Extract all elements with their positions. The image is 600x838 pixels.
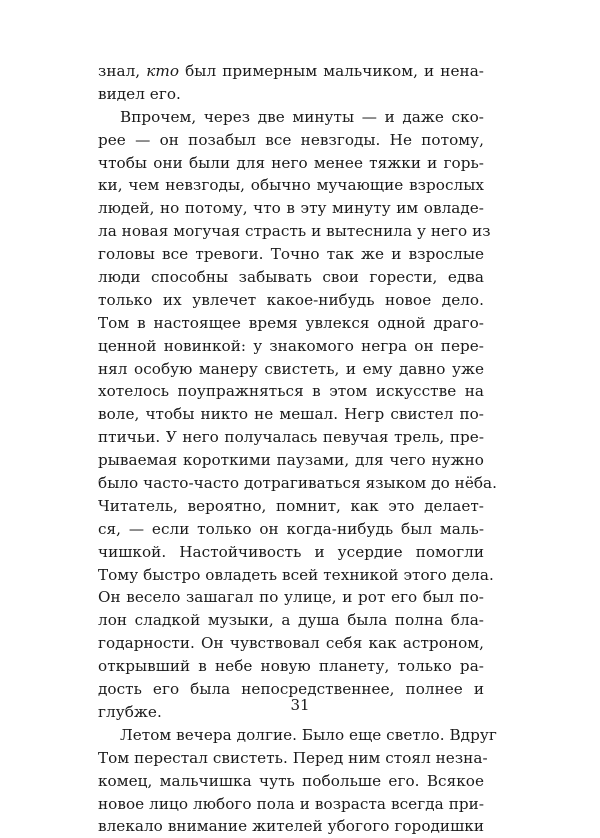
text-segment: влекало внимание жителей убогого городишки — [98, 817, 484, 836]
text-segment: Том в настоящее время увлекся одной драго- — [98, 313, 484, 332]
text-line — [98, 174, 484, 197]
text-segment: годарности. Он чувствовал себя как астроном, — [98, 634, 484, 653]
text-line — [98, 541, 484, 564]
text-segment: ся, — если только он когда-нибудь был маль- — [98, 519, 484, 538]
text-segment: ла новая могучая страсть и вытеснила у него из — [98, 222, 491, 241]
text-line — [98, 655, 484, 678]
text-segment: головы все тревоги. Точно так же и взрослые — [98, 245, 484, 264]
text-line — [98, 564, 494, 587]
text-segment: хотелось поупражняться в этом искусстве на — [98, 382, 484, 401]
text-line — [98, 793, 484, 816]
text-line — [98, 289, 484, 312]
text-line — [98, 358, 484, 381]
text-segment: Впрочем, через две минуты — и даже ско- — [120, 107, 484, 126]
text-line — [98, 83, 484, 106]
text-line — [98, 449, 484, 472]
text-line — [98, 197, 484, 220]
text-line — [98, 403, 484, 426]
text-line — [98, 815, 484, 838]
text-segment: открывший в небе новую планету, только ра- — [98, 657, 484, 676]
text-line — [98, 426, 484, 449]
text-segment: чтобы они были для него менее тяжки и горь- — [98, 153, 484, 172]
text-segment: был примерным мальчиком, и нена- — [179, 62, 484, 80]
text-line — [98, 380, 484, 403]
text-segment: ценной новинкой: у знакомого негра он пере- — [98, 336, 484, 355]
text-segment: чишкой. Настойчивость и усердие помогли — [98, 542, 484, 561]
paragraph-p2 — [98, 106, 498, 724]
text-line — [98, 518, 484, 541]
text-segment: только их увлечет какое-нибудь новое дело. — [98, 290, 484, 309]
text-segment: воле, чтобы никто не мешал. Негр свистел по- — [98, 405, 484, 424]
text-line — [98, 724, 497, 747]
page-number: 31 — [290, 696, 310, 714]
text-line — [98, 243, 484, 266]
text-line — [98, 152, 484, 175]
text-line — [98, 609, 484, 632]
text-segment: видел его. — [98, 84, 181, 103]
text-line — [98, 60, 484, 83]
text-segment: ки, чем невзгоды, обычно мучающие взрослых — [98, 176, 484, 195]
text-line — [98, 335, 484, 358]
text-segment: знал, — [98, 62, 147, 80]
text-segment: нял особую манеру свистеть, и ему давно уже — [98, 359, 484, 378]
text-segment: дость его была непосредственнее, полнее и — [98, 680, 484, 699]
text-line — [98, 495, 484, 518]
text-segment: лон сладкой музыки, а душа была полна бла- — [98, 611, 484, 630]
text-segment: люди способны забывать свои горести, едва — [98, 268, 484, 287]
text-line — [98, 472, 498, 495]
text-segment: Летом вечера долгие. Было еще светло. Вдруг — [120, 725, 497, 744]
text-line — [98, 129, 484, 152]
text-line — [98, 220, 491, 243]
text-line — [98, 312, 484, 335]
text-line — [98, 770, 484, 793]
text-segment: было часто-часто дотрагиваться языком до нёба. — [98, 474, 498, 493]
paragraph-p1 — [98, 60, 484, 106]
text-line — [98, 747, 488, 770]
text-segment: рее — он позабыл все невзгоды. Не потому, — [98, 130, 484, 149]
text-line — [98, 586, 484, 609]
text-line — [98, 106, 484, 129]
text-line — [98, 266, 484, 289]
text-segment: Том перестал свистеть. Перед ним стоял незна- — [98, 748, 488, 767]
text-segment: рываемая короткими паузами, для чего нужно — [98, 451, 484, 470]
text-segment: Тому быстро овладеть всей техникой этого дела. — [98, 565, 494, 584]
text-segment: Он весело зашагал по улице, и рот его был по- — [98, 588, 484, 607]
italic-emphasis: кто — [146, 62, 180, 80]
text-segment: глубже. — [98, 702, 162, 721]
text-segment: птичьи. У него получалась певучая трель, пре- — [98, 428, 484, 447]
text-segment: новое лицо любого пола и возраста всегда при- — [98, 794, 484, 813]
text-line — [98, 632, 484, 655]
paragraph-p3 — [98, 724, 497, 838]
page-body-text — [98, 60, 498, 838]
text-segment: Читатель, вероятно, помнит, как это делает- — [98, 496, 484, 515]
text-segment: людей, но потому, что в эту минуту им овладе- — [98, 199, 484, 218]
text-segment: комец, мальчишка чуть побольше его. Всякое — [98, 771, 484, 790]
